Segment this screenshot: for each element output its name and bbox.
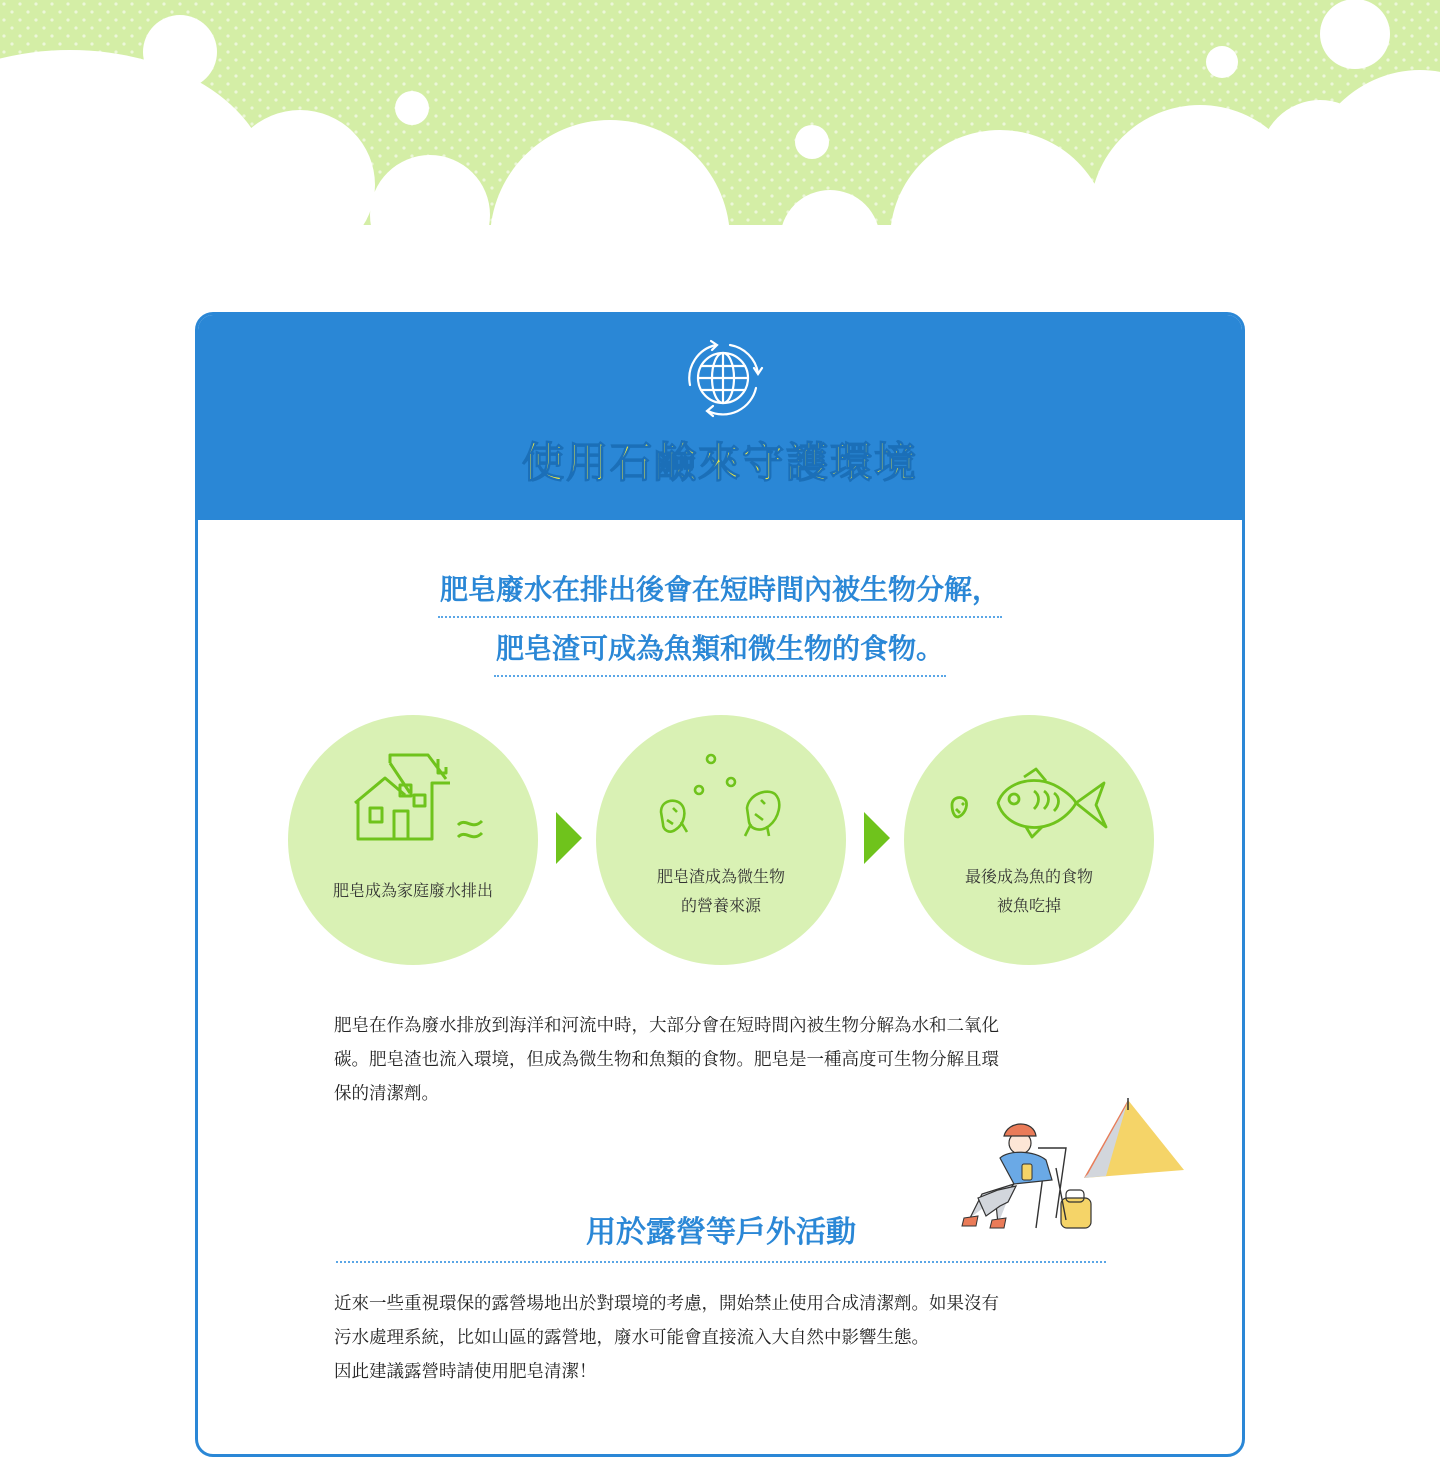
microorganism-icon (651, 750, 801, 850)
outdoor-section-title: 用於露營等戶外活動 (336, 1207, 1106, 1263)
fish-icon (946, 765, 1116, 845)
eco-soap-card (195, 312, 1245, 1457)
paragraph-line: 污水處理系統，比如山區的露營地，廢水可能會直接流入大自然中影響生態。 (334, 1328, 929, 1348)
step-fish-food (904, 715, 1154, 965)
globe-recycle-icon (678, 333, 768, 423)
step-microorganism-nutrition (596, 715, 846, 965)
paragraph-line: 因此建議露營時請使用肥皂清潔！ (334, 1362, 597, 1382)
paragraph-line: 肥皂在作為廢水排放到海洋和河流中時，大部分會在短時間內被生物分解為水和二氧化 (334, 1016, 999, 1036)
step-1-label (288, 876, 538, 905)
lead-line-1 (198, 568, 1242, 618)
step-arrow-1 (556, 812, 582, 864)
paragraph-line: 保的清潔劑。 (334, 1084, 439, 1104)
bubble-cloud-decoration (0, 0, 1440, 240)
step-2-line-1: 肥皂渣成為微生物 (656, 867, 785, 886)
step-2-label (596, 862, 846, 920)
paragraph-line: 碳。肥皂渣也流入環境，但成為微生物和魚類的食物。肥皂是一種高度可生物分解且環 (334, 1050, 999, 1070)
lead-line-2 (198, 627, 1242, 677)
explanation-paragraph (334, 1009, 1114, 1111)
step-3-line-2: 被魚吃掉 (996, 896, 1061, 915)
lead-line-2-text: 肥皂渣可成為魚類和微生物的食物。 (494, 627, 946, 677)
page-title: 使用石鹼來守護環境 (521, 438, 918, 487)
step-arrow-2 (864, 812, 890, 864)
lead-line-1-text: 肥皂廢水在排出後會在短時間內被生物分解， (438, 568, 1002, 618)
step-3-label (904, 862, 1154, 920)
step-3-line-1: 最後成為魚的食物 (964, 867, 1093, 886)
house-icon (350, 753, 490, 848)
card-header (198, 315, 1242, 520)
step-1-line-1: 肥皂成為家庭廢水排出 (332, 881, 493, 900)
step-household-wastewater (288, 715, 538, 965)
outdoor-paragraph (334, 1287, 1114, 1389)
step-2-line-2: 的營養來源 (680, 896, 761, 915)
paragraph-line: 近來一些重視環保的露營場地出於對環境的考慮，開始禁止使用合成清潔劑。如果沒有 (334, 1294, 999, 1314)
